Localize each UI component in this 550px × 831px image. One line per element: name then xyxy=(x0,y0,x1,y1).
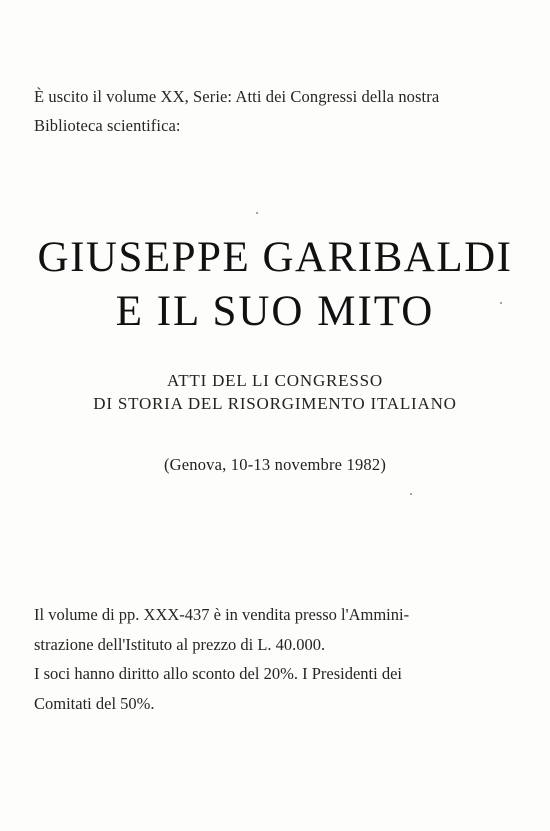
intro-paragraph xyxy=(34,82,524,140)
print-speck xyxy=(410,493,412,495)
book-title-line-1: GIUSEPPE GARIBALDI xyxy=(37,234,513,281)
sales-notice-paragraph xyxy=(34,600,524,718)
print-speck xyxy=(500,302,502,304)
footer-line-3: I soci hanno diritto allo sconto del 20%. I Presidenti dei xyxy=(34,664,402,683)
intro-line-2: Biblioteca scientifica: xyxy=(34,116,181,135)
footer-line-1: Il volume di pp. XXX-437 è in vendita presso l'Ammini- xyxy=(34,605,410,624)
print-speck xyxy=(256,212,258,214)
congress-date: (Genova, 10-13 novembre 1982) xyxy=(163,455,387,474)
subtitle-line-1: ATTI DEL LI CONGRESSO xyxy=(167,371,383,390)
book-title-line-2: E IL SUO MITO xyxy=(115,288,435,335)
intro-line-1: È uscito il volume XX, Serie: Atti dei Congressi della nostra xyxy=(34,87,440,106)
footer-line-4: Comitati del 50%. xyxy=(34,693,155,713)
footer-line-2: strazione dell'Istituto al prezzo di L. 40.000. xyxy=(34,634,326,654)
subtitle-line-2: DI STORIA DEL RISORGIMENTO ITALIANO xyxy=(93,394,457,413)
